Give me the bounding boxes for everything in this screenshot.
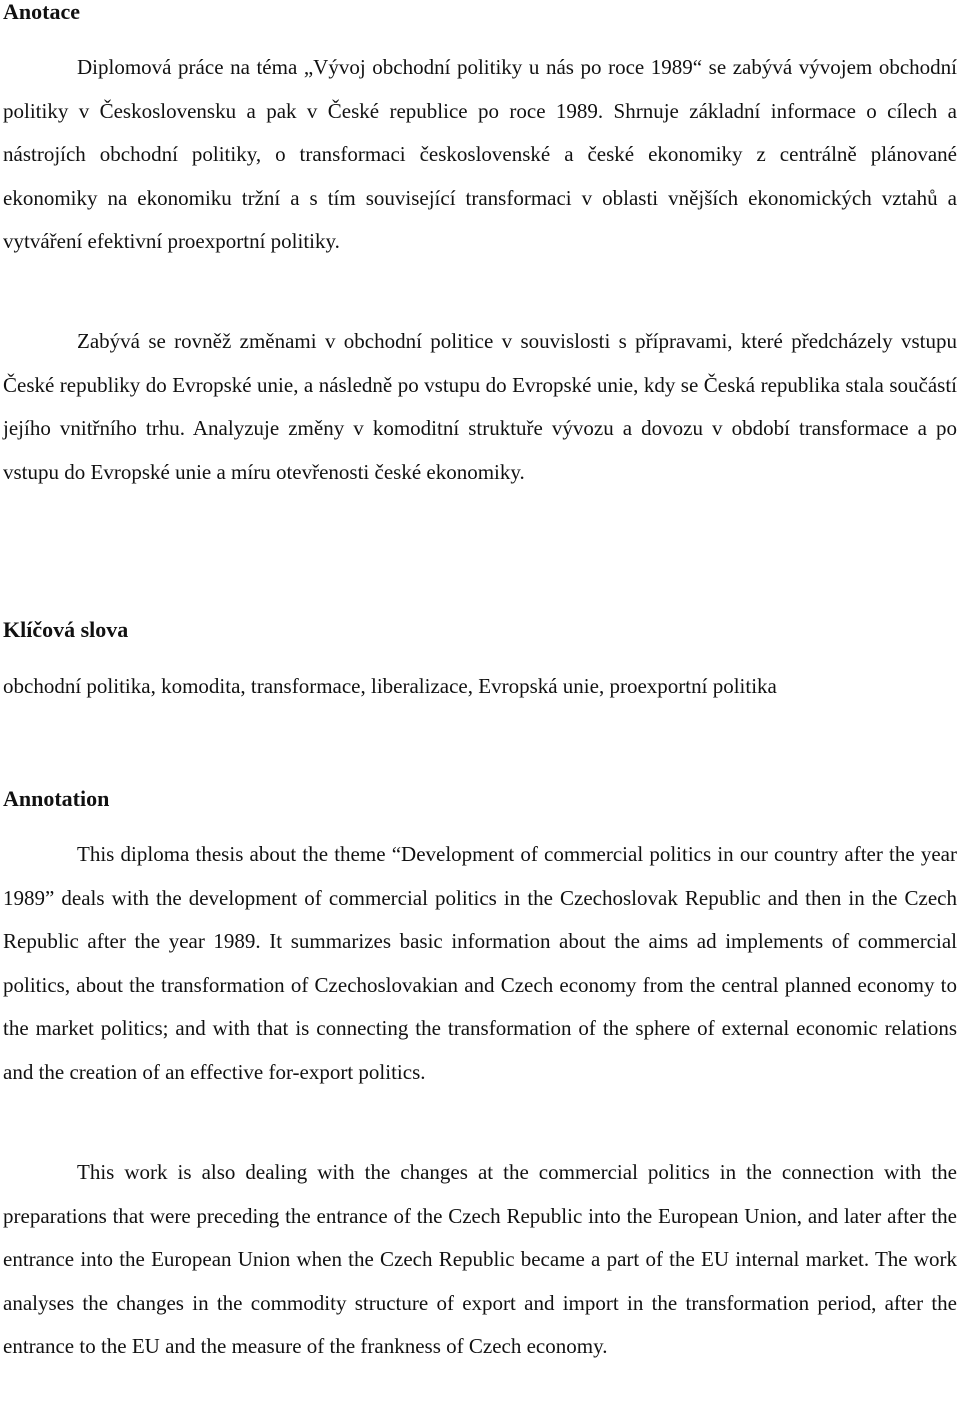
section-heading-anotace: Anotace	[3, 0, 80, 24]
annotation-paragraph-1: This diploma thesis about the theme “Development of commercial politics in our country after the year 1989” deals with the development of commercial politics in the Czechoslovak Republic and then in the Czech Republic after the year 1989. It summarizes basic information about the aims ad implements of commercial politics, about the transformation of Czechoslovakian and Czech economy from the central planned economy to the market politics; and with that is connecting the transformation of the sphere of external economic relations and the creation of an effective for-export politics.	[3, 842, 957, 1084]
keywords-text: obchodní politika, komodita, transformace, liberalizace, Evropská unie, proexportní politika	[3, 674, 777, 698]
section-heading-keywords: Klíčová slova	[3, 617, 129, 642]
anotace-paragraph-2: Zabývá se rovněž změnami v obchodní politice v souvislosti s přípravami, které předcházely vstupu České republiky do Evropské unie, a následně po vstupu do Evropské unie, kdy se Česká republika stala součástí jejího vnitřního trhu. Analyzuje změny v komoditní struktuře vývozu a dovozu v období transformace a po vstupu do Evropské unie a míru otevřenosti české ekonomiky.	[3, 329, 957, 484]
anotace-paragraph-1: Diplomová práce na téma „Vývoj obchodní politiky u nás po roce 1989“ se zabývá vývojem obchodní politiky v Československu a pak v České republice po roce 1989. Shrnuje základní informace o cílech a nástrojích obchodní politiky, o transformaci československé a české ekonomiky z centrálně plánované ekonomiky na ekonomiku tržní a s tím související transformaci v oblasti vnějších ekonomických vztahů a vytváření efektivní proexportní politiky.	[3, 55, 957, 254]
section-heading-annotation: Annotation	[3, 786, 110, 811]
annotation-paragraph-2: This work is also dealing with the changes at the commercial politics in the connection with the preparations that were preceding the entrance of the Czech Republic into the European Union, and later after the entrance into the European Union when the Czech Republic became a part of the EU internal market. The work analyses the changes in the commodity structure of export and import in the transformation period, after the entrance to the EU and the measure of the frankness of Czech economy.	[3, 1160, 957, 1359]
